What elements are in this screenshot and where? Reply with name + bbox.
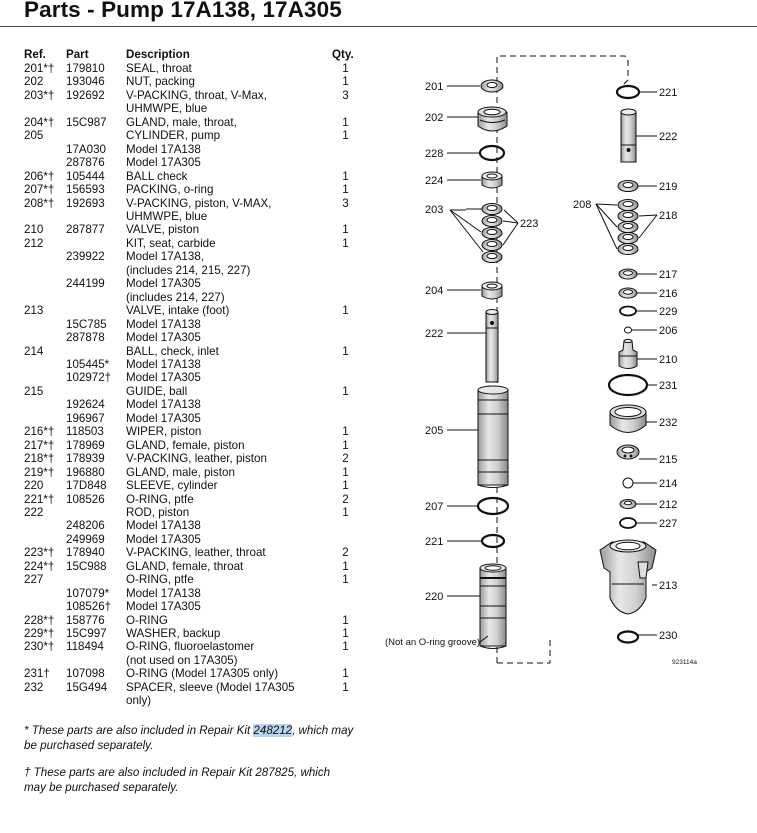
cell-part: 244199 bbox=[66, 277, 105, 291]
cell-description: Model 17A305 bbox=[126, 277, 201, 291]
cell-ref: 219*† bbox=[24, 465, 55, 479]
cell-qty: 1 bbox=[342, 479, 349, 493]
cell-description: SLEEVE, cylinder bbox=[126, 479, 218, 493]
cell-part: 105445* bbox=[66, 357, 110, 371]
table-row bbox=[24, 291, 359, 304]
cell-ref bbox=[24, 587, 66, 600]
cell-qty bbox=[332, 318, 359, 331]
cell-description: Model 17A138 bbox=[126, 398, 201, 412]
cell-qty: 1 bbox=[342, 613, 349, 627]
cell-qty bbox=[332, 412, 359, 425]
label-222-right: 222 bbox=[659, 131, 678, 143]
table-row bbox=[24, 479, 359, 492]
table-row bbox=[24, 614, 359, 627]
table-row bbox=[24, 331, 359, 344]
table-row bbox=[24, 89, 359, 102]
header-qty: Qty. bbox=[332, 48, 354, 61]
cell-description: Model 17A138 bbox=[126, 519, 201, 533]
footnote-1-text: * These parts are also included in Repair Kit bbox=[24, 724, 254, 737]
label-230: 230 bbox=[659, 630, 678, 642]
table-row bbox=[24, 398, 359, 411]
cell-part: 287876 bbox=[66, 156, 105, 170]
cell-ref: 227 bbox=[24, 573, 44, 587]
cell-qty: 1 bbox=[342, 223, 349, 237]
cell-ref bbox=[24, 371, 66, 384]
parts-table-container bbox=[24, 48, 359, 708]
cell-description: CYLINDER, pump bbox=[126, 129, 221, 143]
table-row bbox=[24, 587, 359, 600]
label-207: 207 bbox=[425, 501, 444, 513]
cell-qty: 3 bbox=[342, 196, 349, 210]
label-228: 228 bbox=[425, 148, 444, 160]
cell-qty: 1 bbox=[342, 667, 349, 681]
cell-qty bbox=[332, 291, 359, 304]
intake-valve-213 bbox=[600, 540, 656, 614]
cell-part: 192624 bbox=[66, 398, 105, 412]
cell-ref: 232 bbox=[24, 680, 44, 694]
label-219: 219 bbox=[659, 181, 678, 193]
cell-ref: 223*† bbox=[24, 546, 55, 560]
cell-description: ROD, piston bbox=[126, 505, 190, 519]
cell-part bbox=[66, 573, 126, 586]
cell-ref: 208*† bbox=[24, 196, 55, 210]
cell-ref bbox=[24, 102, 66, 115]
label-212: 212 bbox=[659, 499, 678, 511]
cell-ref: 228*† bbox=[24, 613, 55, 627]
cell-description: Model 17A138, bbox=[126, 250, 204, 264]
cell-description: O-RING, fluoroelastomer bbox=[126, 640, 255, 654]
figure-id: 923114a bbox=[672, 659, 697, 666]
cell-description: Model 17A138 bbox=[126, 317, 201, 331]
cell-ref bbox=[24, 156, 66, 169]
cell-part bbox=[66, 654, 126, 667]
table-row bbox=[24, 654, 359, 667]
cell-qty: 2 bbox=[342, 546, 349, 560]
cell-ref: 212 bbox=[24, 236, 44, 250]
cell-qty bbox=[332, 694, 359, 707]
cell-part: 102972† bbox=[66, 371, 112, 385]
cell-description: O-RING bbox=[126, 613, 168, 627]
table-row bbox=[24, 667, 359, 680]
cell-qty: 1 bbox=[342, 75, 349, 89]
cell-part: 287878 bbox=[66, 331, 105, 345]
table-row bbox=[24, 425, 359, 438]
cell-part bbox=[66, 291, 126, 304]
exploded-parts-diagram bbox=[360, 40, 757, 680]
table-row bbox=[24, 519, 359, 532]
cell-part: 178940 bbox=[66, 546, 105, 560]
cell-description: SPACER, sleeve (Model 17A305 bbox=[126, 680, 295, 694]
cell-ref: 213 bbox=[24, 304, 44, 318]
table-row bbox=[24, 223, 359, 236]
cell-part: 107098 bbox=[66, 667, 105, 681]
table-row bbox=[24, 62, 359, 75]
cell-qty: 1 bbox=[342, 559, 349, 573]
label-204: 204 bbox=[425, 285, 444, 297]
cell-description: O-RING, ptfe bbox=[126, 573, 194, 587]
cell-description: Model 17A305 bbox=[126, 156, 201, 170]
cell-qty: 1 bbox=[342, 627, 349, 641]
label-214: 214 bbox=[659, 478, 678, 490]
table-row bbox=[24, 277, 359, 290]
cell-description: WASHER, backup bbox=[126, 627, 221, 641]
cell-description: GLAND, male, throat, bbox=[126, 115, 237, 129]
cell-qty: 3 bbox=[342, 88, 349, 102]
cell-ref bbox=[24, 318, 66, 331]
cell-qty bbox=[332, 250, 359, 263]
cell-description: BALL, check, inlet bbox=[126, 344, 219, 358]
table-row bbox=[24, 129, 359, 142]
cell-ref: 230*† bbox=[24, 640, 55, 654]
cell-part: 105444 bbox=[66, 169, 105, 183]
cell-part bbox=[66, 304, 126, 317]
cell-description: (includes 214, 227) bbox=[126, 290, 225, 304]
cell-part: 178969 bbox=[66, 438, 105, 452]
table-row bbox=[24, 452, 359, 465]
cell-qty bbox=[332, 600, 359, 613]
cell-description: (includes 214, 215, 227) bbox=[126, 263, 251, 277]
label-201: 201 bbox=[425, 81, 444, 93]
table-row bbox=[24, 250, 359, 263]
parts-table bbox=[24, 48, 359, 708]
cell-ref: 201*† bbox=[24, 62, 55, 75]
label-221-left: 221 bbox=[425, 536, 444, 548]
label-220: 220 bbox=[425, 591, 444, 603]
table-header-row bbox=[24, 48, 359, 62]
cell-part: 239922 bbox=[66, 250, 105, 264]
label-217: 217 bbox=[659, 269, 678, 281]
table-row bbox=[24, 143, 359, 156]
cell-qty: 1 bbox=[342, 115, 349, 129]
cell-ref bbox=[24, 143, 66, 156]
cell-part bbox=[66, 210, 126, 223]
cell-description: SEAL, throat bbox=[126, 62, 192, 75]
cell-part: 15C988 bbox=[66, 559, 107, 573]
label-216: 216 bbox=[659, 288, 678, 300]
cell-part: 108526 bbox=[66, 492, 105, 506]
table-row bbox=[24, 318, 359, 331]
cell-ref: 206*† bbox=[24, 169, 55, 183]
cell-ref: 210 bbox=[24, 223, 44, 237]
cell-description: GLAND, male, piston bbox=[126, 465, 235, 479]
cell-description: V-PACKING, piston, V-MAX, bbox=[126, 196, 272, 210]
label-208: 208 bbox=[573, 199, 592, 211]
v-packings-203-223 bbox=[482, 204, 502, 263]
cell-qty: 1 bbox=[342, 169, 349, 183]
title-divider bbox=[0, 26, 757, 27]
label-205: 205 bbox=[425, 425, 444, 437]
cell-ref bbox=[24, 412, 66, 425]
parts-table-body bbox=[24, 62, 359, 708]
table-row bbox=[24, 694, 359, 707]
cell-description: Model 17A138 bbox=[126, 586, 201, 600]
cell-qty bbox=[332, 143, 359, 156]
table-row bbox=[24, 573, 359, 586]
cell-ref: 216*† bbox=[24, 425, 55, 439]
assembly-dashed-line bbox=[497, 56, 628, 663]
cell-part: 249969 bbox=[66, 532, 105, 546]
cell-description: Model 17A138 bbox=[126, 142, 201, 156]
label-231: 231 bbox=[659, 380, 678, 392]
cell-qty: 1 bbox=[342, 640, 349, 654]
table-row bbox=[24, 385, 359, 398]
label-232: 232 bbox=[659, 417, 678, 429]
cell-part bbox=[66, 129, 126, 142]
cell-ref: 229*† bbox=[24, 627, 55, 641]
label-229: 229 bbox=[659, 306, 678, 318]
label-222-left: 222 bbox=[425, 328, 444, 340]
cell-qty: 1 bbox=[342, 438, 349, 452]
cell-qty: 2 bbox=[342, 452, 349, 466]
cell-description: Model 17A305 bbox=[126, 331, 201, 345]
cell-ref bbox=[24, 250, 66, 263]
table-row bbox=[24, 304, 359, 317]
cell-part: 108526† bbox=[66, 600, 112, 614]
header-part: Part bbox=[66, 48, 89, 61]
table-row bbox=[24, 183, 359, 196]
cell-qty bbox=[332, 654, 359, 667]
cell-part: 287877 bbox=[66, 223, 105, 237]
cell-qty: 1 bbox=[342, 62, 349, 75]
guide-215 bbox=[617, 445, 639, 459]
cell-description: Model 17A305 bbox=[126, 532, 201, 546]
cell-part bbox=[66, 237, 126, 250]
cell-description: only) bbox=[126, 694, 152, 708]
cell-description: PACKING, o-ring bbox=[126, 183, 214, 197]
cell-qty: 1 bbox=[342, 680, 349, 694]
cell-description: UHMWPE, blue bbox=[126, 209, 208, 223]
cell-ref: 220 bbox=[24, 479, 44, 493]
v-packings-208-218 bbox=[618, 200, 638, 255]
cell-description: (not used on 17A305) bbox=[126, 653, 238, 667]
rod-222-right bbox=[621, 109, 636, 162]
cell-part: 15C997 bbox=[66, 627, 107, 641]
groove-note: (Not an O-ring groove) bbox=[385, 637, 481, 648]
cell-part bbox=[66, 694, 126, 707]
cell-qty: 1 bbox=[342, 465, 349, 479]
cell-ref bbox=[24, 358, 66, 371]
label-213: 213 bbox=[659, 580, 678, 592]
cell-qty bbox=[332, 519, 359, 532]
cell-qty bbox=[332, 264, 359, 277]
cell-ref bbox=[24, 264, 66, 277]
cell-description: UHMWPE, blue bbox=[126, 102, 208, 116]
cell-qty: 1 bbox=[342, 236, 349, 250]
footnote-repair-kit-1 bbox=[24, 724, 354, 753]
header-ref: Ref. bbox=[24, 48, 46, 61]
table-row bbox=[24, 358, 359, 371]
valve-210 bbox=[619, 339, 637, 368]
cell-description: GUIDE, ball bbox=[126, 384, 188, 398]
cell-part: 192692 bbox=[66, 88, 105, 102]
cell-qty bbox=[332, 331, 359, 344]
cell-description: Model 17A305 bbox=[126, 600, 201, 614]
cell-qty: 1 bbox=[342, 344, 349, 358]
cell-part: 17D848 bbox=[66, 479, 107, 493]
cell-ref: 207*† bbox=[24, 183, 55, 197]
cell-description: V-PACKING, throat, V-Max, bbox=[126, 88, 267, 102]
cylinder-205 bbox=[478, 386, 508, 488]
cell-part: 192693 bbox=[66, 196, 105, 210]
cell-part: 158776 bbox=[66, 613, 105, 627]
cell-part: 178939 bbox=[66, 452, 105, 466]
label-223: 223 bbox=[520, 218, 539, 230]
table-row bbox=[24, 371, 359, 384]
table-row bbox=[24, 102, 359, 115]
cell-ref bbox=[24, 519, 66, 532]
cell-qty: 1 bbox=[342, 425, 349, 439]
cell-ref: 221*† bbox=[24, 492, 55, 506]
table-row bbox=[24, 681, 359, 694]
cell-qty bbox=[332, 371, 359, 384]
cell-part: 196880 bbox=[66, 465, 105, 479]
label-215: 215 bbox=[659, 454, 678, 466]
cell-part: 118503 bbox=[66, 425, 104, 439]
cell-part: 15G494 bbox=[66, 680, 108, 694]
cell-qty bbox=[332, 358, 359, 371]
cell-description: O-RING (Model 17A305 only) bbox=[126, 667, 279, 681]
cell-part bbox=[66, 345, 126, 358]
cell-ref: 224*† bbox=[24, 559, 55, 573]
table-row bbox=[24, 627, 359, 640]
cell-part bbox=[66, 506, 126, 519]
cell-description: NUT, packing bbox=[126, 75, 195, 89]
table-row bbox=[24, 75, 359, 88]
table-row bbox=[24, 156, 359, 169]
cell-description: O-RING, ptfe bbox=[126, 492, 194, 506]
table-row bbox=[24, 412, 359, 425]
cell-ref bbox=[24, 533, 66, 546]
cell-description: Model 17A305 bbox=[126, 411, 201, 425]
label-210: 210 bbox=[659, 354, 678, 366]
cell-description: VALVE, piston bbox=[126, 223, 200, 237]
spacer-232 bbox=[610, 405, 646, 433]
label-203: 203 bbox=[425, 204, 444, 216]
cell-description: VALVE, intake (foot) bbox=[126, 304, 230, 318]
table-row bbox=[24, 170, 359, 183]
table-row bbox=[24, 546, 359, 559]
cell-part: 118494 bbox=[66, 640, 104, 654]
cell-ref: 218*† bbox=[24, 452, 55, 466]
cell-part: 248206 bbox=[66, 519, 105, 533]
cell-qty bbox=[332, 210, 359, 223]
repair-kit-number-highlighted[interactable]: 248212 bbox=[253, 724, 293, 737]
cell-part bbox=[66, 385, 126, 398]
cell-ref: 214 bbox=[24, 344, 44, 358]
cell-ref bbox=[24, 654, 66, 667]
label-224: 224 bbox=[425, 175, 444, 187]
cell-part: 179810 bbox=[66, 62, 105, 75]
cell-part: 156593 bbox=[66, 183, 105, 197]
table-row bbox=[24, 493, 359, 506]
table-row bbox=[24, 237, 359, 250]
cell-qty bbox=[332, 102, 359, 115]
label-218: 218 bbox=[659, 210, 678, 222]
footnote-repair-kit-2: † These parts are also included in Repair Kit 287825, which may be purchased separately. bbox=[24, 766, 331, 794]
page-title: Parts - Pump 17A138, 17A305 bbox=[24, 0, 342, 22]
cell-qty: 2 bbox=[342, 492, 349, 506]
cell-ref bbox=[24, 210, 66, 223]
cell-ref: 204*† bbox=[24, 115, 55, 129]
cell-part: 193046 bbox=[66, 75, 105, 89]
cell-ref bbox=[24, 694, 66, 707]
cell-description: GLAND, female, throat bbox=[126, 559, 244, 573]
table-row bbox=[24, 439, 359, 452]
cell-qty bbox=[332, 398, 359, 411]
cell-description: Model 17A305 bbox=[126, 371, 201, 385]
table-row bbox=[24, 197, 359, 210]
cell-ref bbox=[24, 331, 66, 344]
cell-ref: 205 bbox=[24, 129, 44, 143]
cell-qty bbox=[332, 156, 359, 169]
footnote-1-text-end: , which may be purchased separately. bbox=[24, 724, 354, 752]
cell-part: 17A030 bbox=[66, 142, 106, 156]
table-row bbox=[24, 210, 359, 223]
cell-qty bbox=[332, 277, 359, 290]
cell-qty: 1 bbox=[342, 304, 349, 318]
cell-description: V-PACKING, leather, throat bbox=[126, 546, 266, 560]
cell-ref bbox=[24, 398, 66, 411]
cell-qty: 1 bbox=[342, 384, 349, 398]
cell-qty: 1 bbox=[342, 505, 349, 519]
cell-qty: 1 bbox=[342, 183, 349, 197]
table-row bbox=[24, 264, 359, 277]
table-row bbox=[24, 560, 359, 573]
cell-qty bbox=[332, 533, 359, 546]
cell-ref: 215 bbox=[24, 384, 44, 398]
label-227: 227 bbox=[659, 518, 678, 530]
cell-description: GLAND, female, piston bbox=[126, 438, 245, 452]
label-221-right: 221 bbox=[659, 87, 678, 99]
cell-part bbox=[66, 264, 126, 277]
table-row bbox=[24, 506, 359, 519]
cell-description: WIPER, piston bbox=[126, 425, 202, 439]
cell-ref bbox=[24, 291, 66, 304]
cell-description: V-PACKING, leather, piston bbox=[126, 452, 267, 466]
table-row bbox=[24, 116, 359, 129]
cell-qty: 1 bbox=[342, 129, 349, 143]
footnotes bbox=[24, 724, 354, 808]
cell-ref: 217*† bbox=[24, 438, 55, 452]
header-description: Description bbox=[126, 48, 190, 61]
sleeve-220 bbox=[480, 564, 506, 649]
cell-qty: 1 bbox=[342, 573, 349, 587]
cell-ref bbox=[24, 277, 66, 290]
cell-description: BALL check bbox=[126, 169, 188, 183]
table-row bbox=[24, 466, 359, 479]
cell-ref: 231† bbox=[24, 667, 50, 681]
cell-ref: 203*† bbox=[24, 88, 55, 102]
cell-part: 107079* bbox=[66, 586, 110, 600]
cell-qty bbox=[332, 587, 359, 600]
cell-ref: 222 bbox=[24, 505, 44, 519]
table-row bbox=[24, 345, 359, 358]
table-row bbox=[24, 640, 359, 653]
cell-description: Model 17A138 bbox=[126, 357, 201, 371]
label-202: 202 bbox=[425, 112, 444, 124]
cell-part bbox=[66, 102, 126, 115]
table-row bbox=[24, 533, 359, 546]
cell-ref bbox=[24, 600, 66, 613]
label-206: 206 bbox=[659, 325, 678, 337]
cell-part: 196967 bbox=[66, 411, 105, 425]
cell-part: 15C785 bbox=[66, 317, 107, 331]
table-row bbox=[24, 600, 359, 613]
cell-part: 15C987 bbox=[66, 115, 107, 129]
cell-ref: 202 bbox=[24, 75, 44, 89]
cell-description: KIT, seat, carbide bbox=[126, 236, 216, 250]
